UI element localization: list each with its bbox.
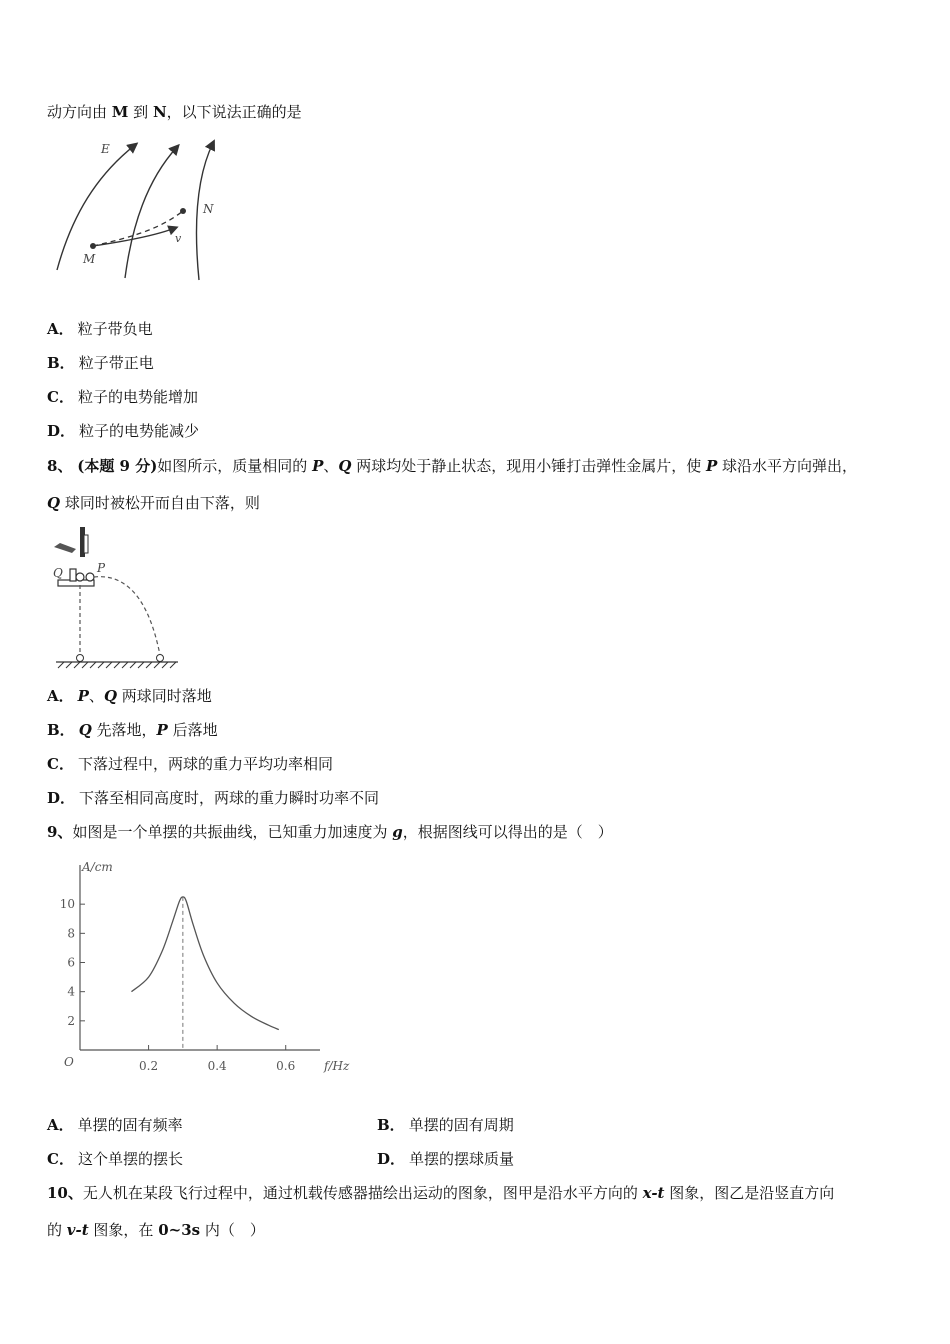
q9-option-a: A． 单摆的固有频率 [47,1116,183,1134]
label-m: M [83,252,96,266]
x-tick-label: 0.6 [276,1059,296,1073]
q7-option-d: D． 粒子的电势能减少 [47,422,200,440]
y-axis-label: A/cm [82,860,113,874]
field-line-2 [125,147,177,278]
x-axis-label: f/Hz [324,1059,350,1073]
q9-option-d: D． 单摆的摆球质量 [377,1150,515,1168]
y-tick-label: 2 [67,1013,75,1028]
hammer-plate [84,535,88,553]
ball-q [76,573,84,581]
q7-electric-field-figure [47,135,237,285]
y-tick-label: 8 [67,926,75,941]
point-m [90,243,96,249]
field-line-1 [57,145,135,270]
q9-stem: 9、如图是一个单摆的共振曲线，已知重力加速度为 g，根据图线可以得出的是（ ） [47,823,613,841]
y-tick-label: 10 [59,897,75,912]
ground-hatch [58,662,176,668]
q8-option-d: D． 下落至相同高度时，两球的重力瞬时功率不同 [47,789,380,807]
resonance-curve [131,897,278,1030]
q8-stem-line2: Q 球同时被松开而自由下落，则 [47,494,260,512]
y-tick-label: 4 [67,984,75,999]
label-e: E [101,142,110,156]
q7-option-c: C． 粒子的电势能增加 [47,388,198,406]
origin-label: O [64,1055,74,1069]
p-landing-ball [157,655,164,662]
support-post [70,569,76,581]
q-landing-ball [77,655,84,662]
q8-option-b: B． Q 先落地，P 后落地 [47,721,218,739]
q9-option-c: C． 这个单摆的摆长 [47,1150,183,1168]
label-v: v [175,232,182,245]
q8-option-c: C． 下落过程中，两球的重力平均功率相同 [47,755,333,773]
label-q: Q [53,566,63,580]
x-tick-label: 0.2 [139,1059,159,1073]
q8-stem-line1: 8、 (本题 9 分)如图所示，质量相同的 P、Q 两球均处于静止状态，现用小锤打击弹性金属片，使 P 球沿水平方向弹出， [47,457,858,475]
q8-option-a: A． P、Q 两球同时落地 [47,687,212,705]
q7-option-b: B． 粒子带正电 [47,354,154,372]
hammer-head [54,543,76,553]
label-p: P [97,561,106,575]
p-parabola-path [94,577,160,655]
q8-projectile-figure [50,525,185,670]
q9-option-b: B． 单摆的固有周期 [377,1116,514,1134]
x-tick-label: 0.4 [207,1059,227,1073]
q7-stem: 动方向由 M 到 N，以下说法正确的是 [47,103,302,121]
q7-option-a: A． 粒子带负电 [47,320,153,338]
ball-p [86,573,94,581]
q10-stem-line2: 的 v-t 图象，在 0~3s 内（ ） [47,1221,265,1239]
y-tick-label: 6 [67,955,75,970]
q10-stem-line1: 10、无人机在某段飞行过程中，通过机载传感器描绘出运动的图象，图甲是沿水平方向的 x-t 图象，图乙是沿竖直方向 [47,1184,835,1202]
point-n [180,208,186,214]
q9-resonance-chart [50,855,350,1080]
label-n: N [203,202,214,216]
